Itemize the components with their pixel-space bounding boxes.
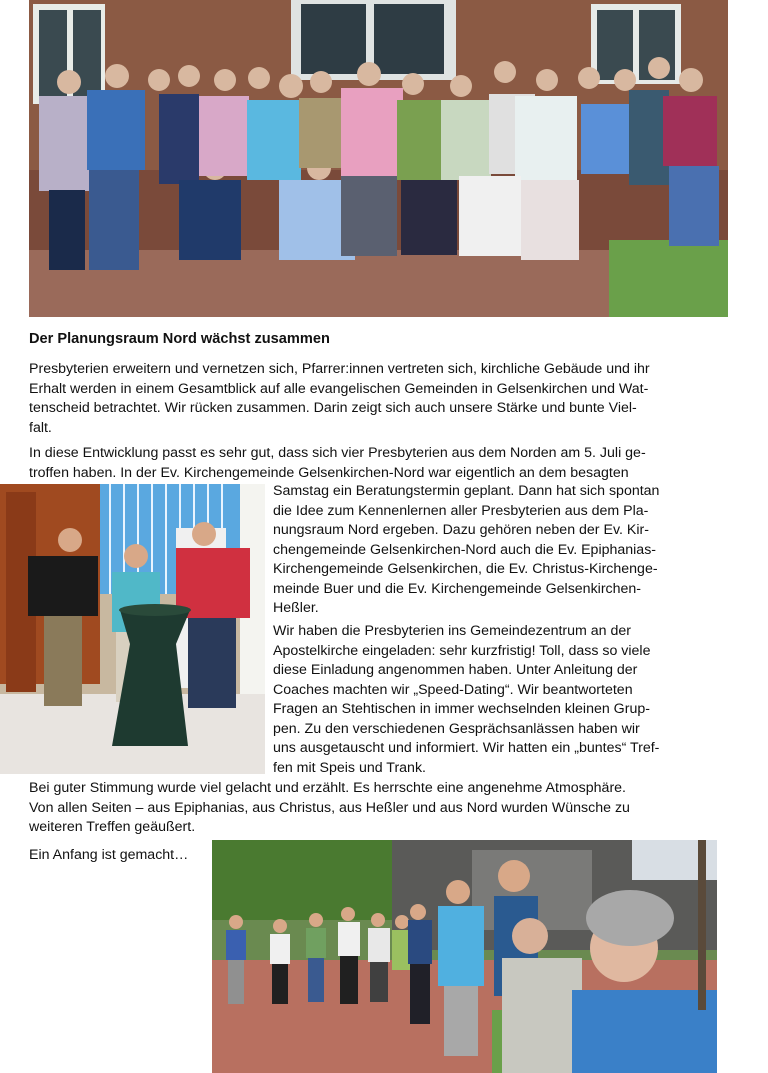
text-line: Samstag ein Beratungstermin geplant. Dann hat sich spontan <box>273 483 660 499</box>
text-line: Erhalt werden in einem Gesamtblick auf alle evangelischen Gemeinden in Gelsenkirchen und Wat- <box>29 380 649 397</box>
text-line: Presbyterien erweitern und vernetzen sich, Pfarrer:innen vertreten sich, kirchliche Gebäude und ihr <box>29 361 650 377</box>
text-line: Coaches machten wir „Speed-Dating“. Wir beantworteten <box>273 681 633 698</box>
text-line: meinde Buer und die Ev. Kirchengemeinde Gelsenkirchen- <box>273 580 642 597</box>
paragraph-meeting-wrap <box>273 482 659 619</box>
article-heading: Der Planungsraum Nord wächst zusammen <box>29 331 330 347</box>
text-line: Wir haben die Presbyterien ins Gemeindezentrum an der <box>273 623 632 639</box>
text-line: weiteren Treffen geäußert. <box>29 819 196 835</box>
speed-dating-photo <box>0 484 265 774</box>
paragraph-invitation <box>273 622 659 778</box>
outdoor-photo <box>212 840 717 1073</box>
text-line: Von allen Seiten – aus Epiphanias, aus Christus, aus Heßler und aus Nord wurden Wünsche zu <box>29 799 630 816</box>
paragraph-intro <box>29 360 650 438</box>
text-line: uns ausgetauscht und informiert. Wir hatten ein „buntes“ Tref- <box>273 740 660 756</box>
text-line: Apostelkirche eingeladen: sehr kurzfristig! Toll, dass so viele <box>273 642 651 659</box>
paragraph-closing: Ein Anfang ist gemacht… <box>29 847 189 863</box>
text-line: diese Einladung angenommen haben. Unter Anleitung der <box>273 662 638 678</box>
text-line: Heßler. <box>273 600 319 616</box>
text-line: Fragen an Stehtischen in immer wechselnden kleinen Grup- <box>273 701 650 717</box>
text-line: pen. Zu den verschiedenen Gesprächsanlässen haben wir <box>273 720 640 737</box>
text-line: Bei guter Stimmung wurde viel gelacht und erzählt. Es herrschte eine angenehme Atmosphäre. <box>29 780 626 796</box>
group-photo-top <box>29 0 728 317</box>
text-line: In diese Entwicklung passt es sehr gut, dass sich vier Presbyterien aus dem Norden am 5. Juli ge- <box>29 445 646 461</box>
text-line: falt. <box>29 419 52 436</box>
text-line: tenscheid betrachtet. Wir rücken zusammen. Darin zeigt sich auch unsere Stärke und bunte Viel- <box>29 400 637 416</box>
text-line: troffen haben. In der Ev. Kirchengemeinde Gelsenkirchen-Nord war eigentlich an dem besagten <box>29 464 629 481</box>
paragraph-atmosphere <box>29 779 630 838</box>
text-line: die Idee zum Kennenlernen aller Presbyterien aus dem Pla- <box>273 502 649 519</box>
text-line: nungsraum Nord ergeben. Dazu gehören neben der Ev. Kir- <box>273 522 649 538</box>
paragraph-meeting-intro <box>29 444 646 483</box>
text-line: chengemeinde Gelsenkirchen-Nord auch die Ev. Epiphanias- <box>273 541 657 558</box>
text-line: fen mit Speis und Trank. <box>273 759 426 776</box>
text-line: Kirchengemeinde Gelsenkirchen, die Ev. Christus-Kirchenge- <box>273 561 658 577</box>
